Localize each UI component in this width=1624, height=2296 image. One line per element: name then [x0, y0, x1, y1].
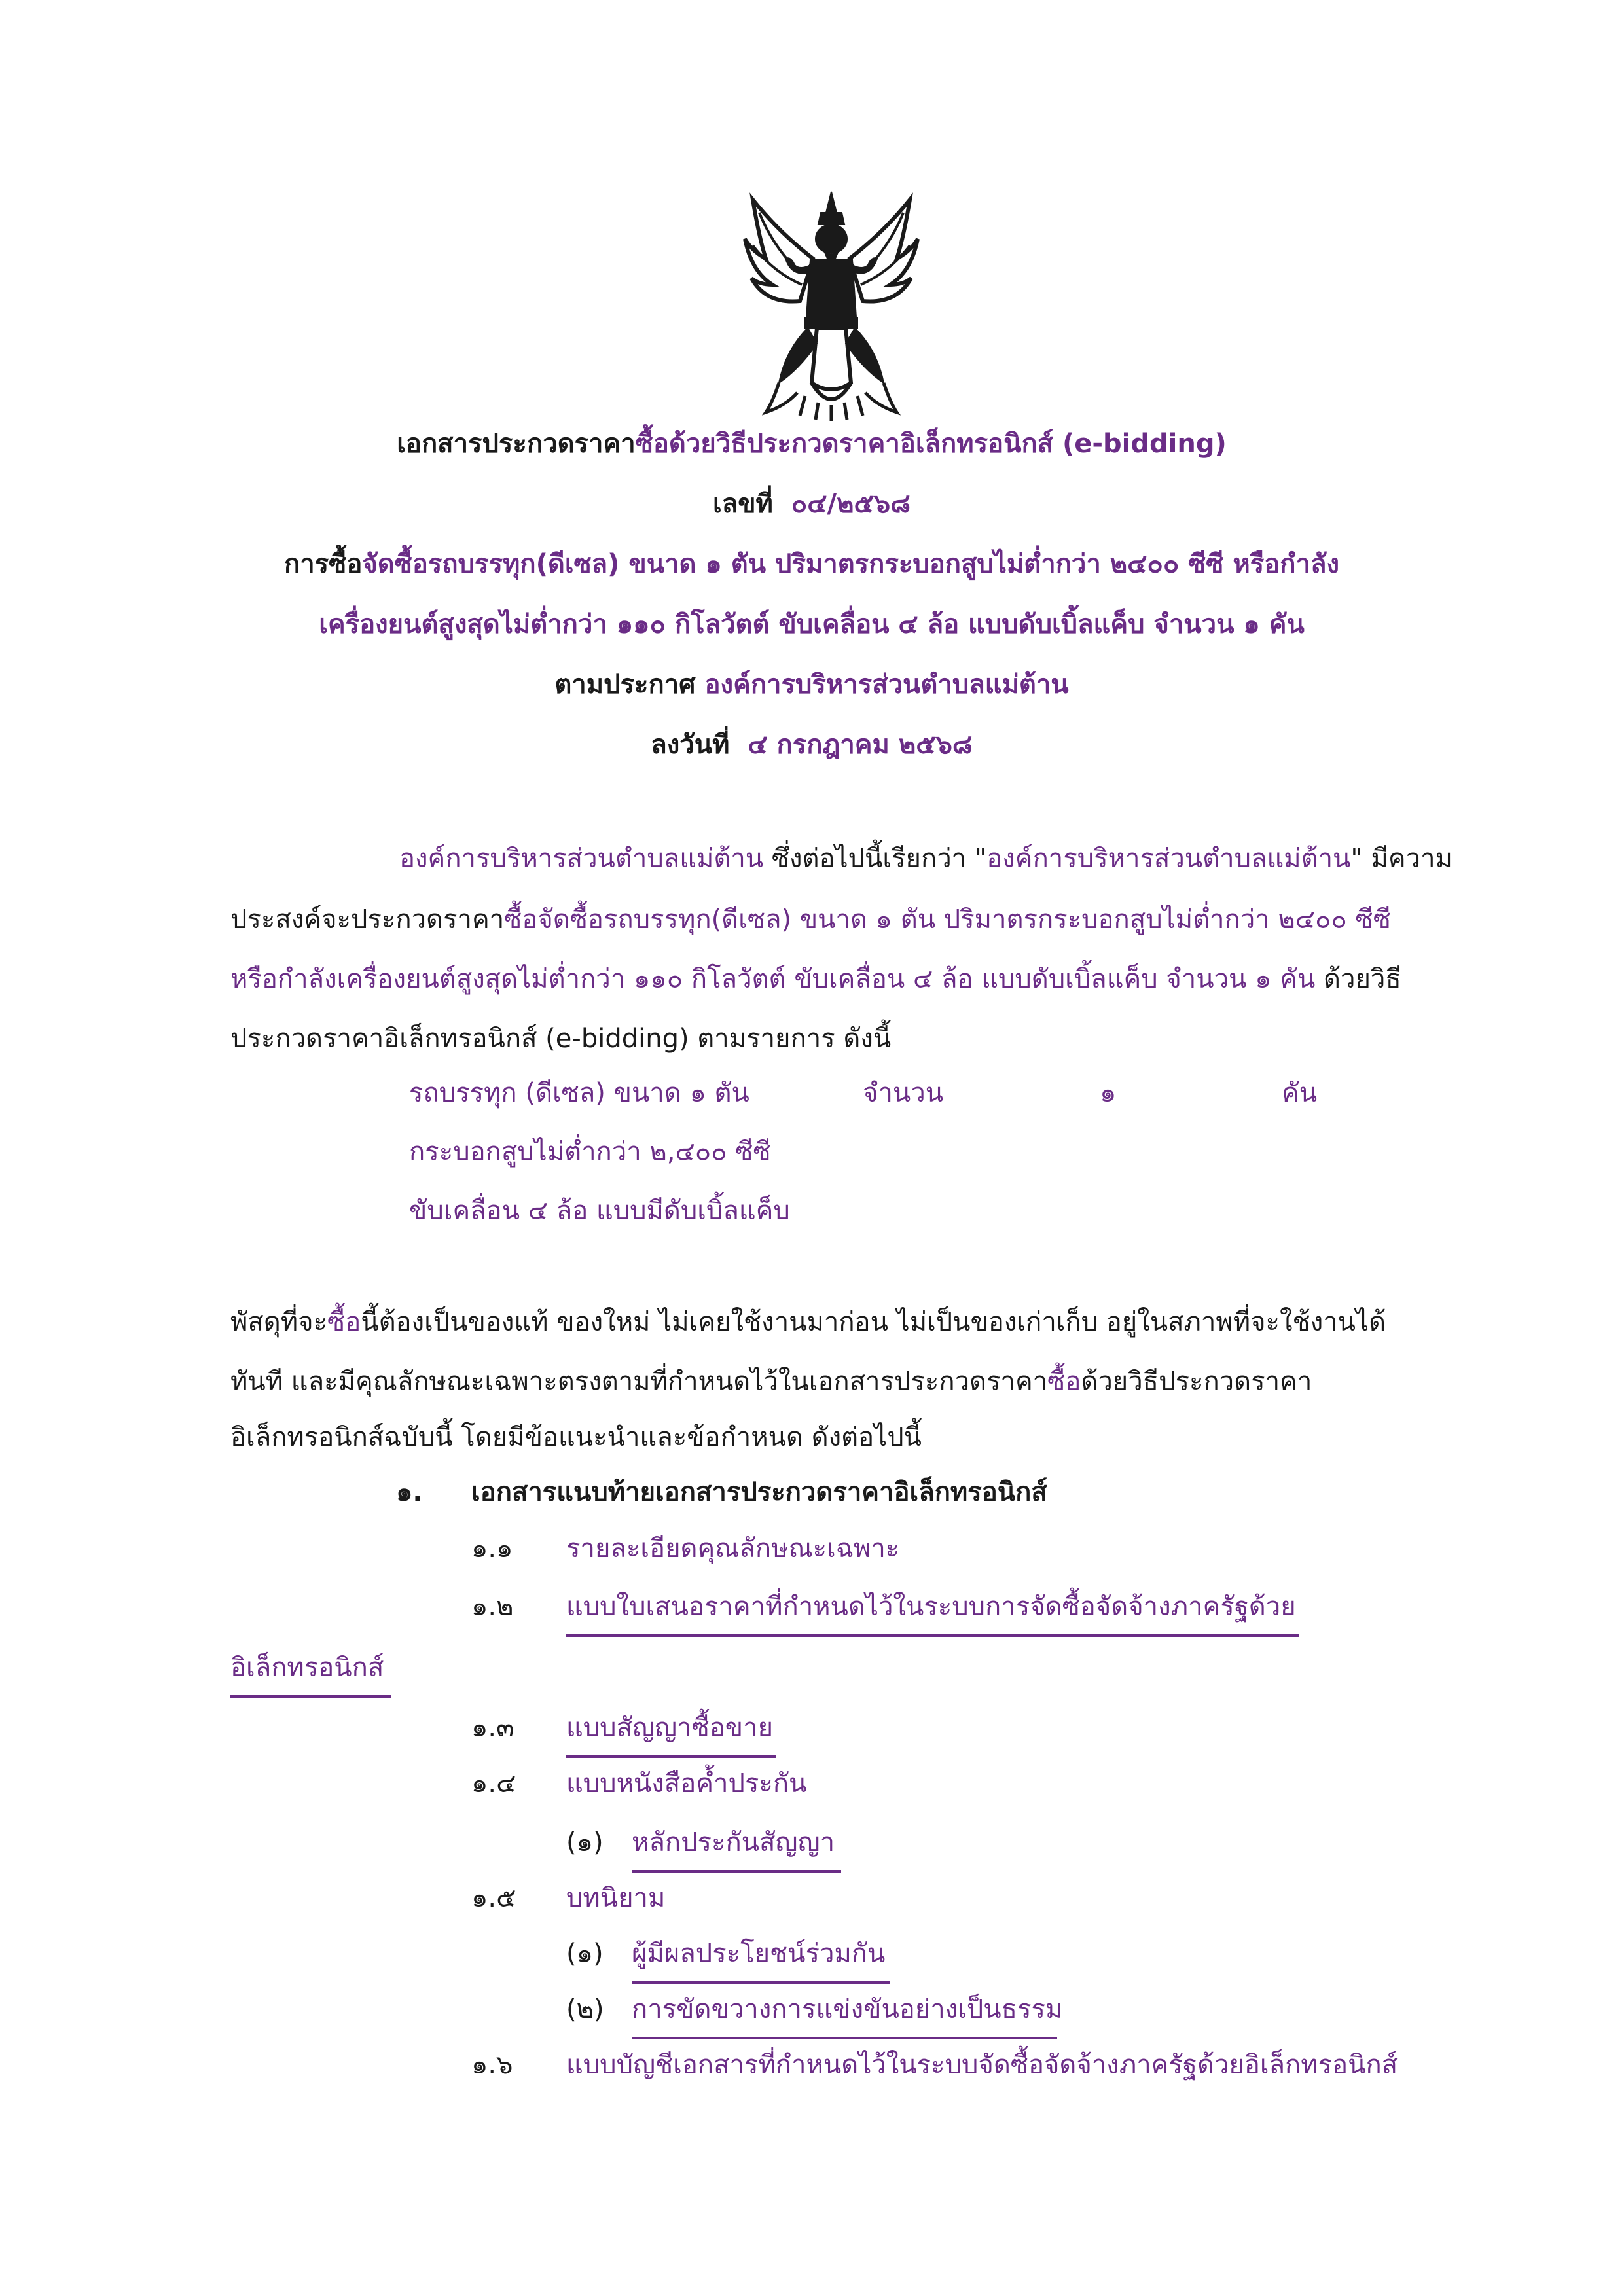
intro-line-1: [399, 839, 1453, 878]
subject-text: จัดซื้อรถบรรทุก(ดีเซล) ขนาด ๑ ตัน ปริมาตรกระบอกสูบไม่ต่ำกว่า ๒๔๐๐ ซีซี หรือกำลัง: [362, 549, 1339, 579]
intro-line-3: [230, 960, 1401, 999]
supply-text: นี้ต้องเป็นของแท้ ของใหม่ ไม่เคยใช้งานมาก่อน ไม่เป็นของเก่าเก็บ อยู่ในสภาพที่จะใช้งานได้: [361, 1307, 1386, 1337]
org-name: องค์การบริหารส่วนตำบลแม่ต้าน: [986, 844, 1351, 874]
garuda-emblem-icon: [740, 187, 923, 422]
supply-text: ด้วยวิธีประกวดราคา: [1081, 1367, 1312, 1397]
item-1-1-number: ๑.๑: [471, 1534, 513, 1564]
link-underline: [566, 1755, 776, 1758]
item-1-5-2-text[interactable]: การขัดขวางการแข่งขันอย่างเป็นธรรม: [632, 1994, 1063, 2024]
intro-line-2: [230, 900, 1391, 939]
item-1-4-1-number: (๑): [566, 1827, 604, 1857]
item-1-1-text: รายละเอียดคุณลักษณะเฉพาะ: [566, 1534, 900, 1564]
item-1-3-number: ๑.๓: [471, 1713, 514, 1743]
item-1-5-1-number: (๑): [566, 1939, 604, 1969]
item-1-5-text: บทนิยาม: [566, 1883, 666, 1913]
supply-line-2: [230, 1362, 1312, 1401]
date-value: ๔ กรกฎาคม ๒๕๖๘: [748, 730, 973, 760]
item-unit: คัน: [1282, 1078, 1318, 1108]
item-1-2-text[interactable]: แบบใบเสนอราคาที่กำหนดไว้ในระบบการจัดซื้อจัดจ้างภาครัฐด้วย: [566, 1592, 1296, 1622]
subject-line-1: [164, 545, 1460, 584]
intro-line-4: ประกวดราคาอิเล็กทรอนิกส์ (e-bidding) ตามรายการ ดังนี้: [230, 1024, 892, 1054]
item-1-4-text: แบบหนังสือค้ำประกัน: [566, 1768, 807, 1799]
item-1-3-text[interactable]: แบบสัญญาซื้อขาย: [566, 1713, 774, 1743]
link-underline: [632, 2037, 1057, 2039]
intro-text: ประสงค์จะประกวดราคา: [230, 905, 505, 935]
number-value: ๐๔/๒๕๖๘: [791, 489, 911, 519]
supply-text: พัสดุที่จะ: [230, 1307, 328, 1337]
intro-text: " มีความ: [1350, 844, 1453, 874]
item-1-4-1-text[interactable]: หลักประกันสัญญา: [632, 1827, 835, 1857]
date-label: ลงวันที่: [651, 730, 730, 760]
supply-method: ซื้อ: [1047, 1367, 1081, 1397]
section-1-title: เอกสารแนบท้ายเอกสารประกวดราคาอิเล็กทรอนิกส์: [471, 1477, 1047, 1507]
link-underline: [230, 1695, 391, 1698]
supply-text: ทันที และมีคุณลักษณะเฉพาะตรงตามที่กำหนดไว้ในเอกสารประกวดราคา: [230, 1367, 1048, 1397]
document-title: [164, 424, 1460, 463]
announcement-line: [164, 665, 1460, 704]
document-number: [164, 484, 1460, 524]
item-spec-2: ขับเคลื่อน ๔ ล้อ แบบมีดับเบิ้ลแค็บ: [409, 1196, 790, 1226]
item-qty-label: จำนวน: [863, 1078, 944, 1108]
item-1-4-number: ๑.๔: [471, 1768, 516, 1799]
subject-prefix: การซื้อ: [284, 549, 363, 579]
supply-line-3: อิเล็กทรอนิกส์ฉบับนี้ โดยมีข้อแนะนำและข้อกำหนด ดังต่อไปนี้: [230, 1422, 922, 1452]
item-1-6-text: แบบบัญชีเอกสารที่กำหนดไว้ในระบบจัดซื้อจัดจ้างภาครัฐด้วยอิเล็กทรอนิกส์: [566, 2050, 1398, 2080]
subject-line-2: เครื่องยนต์สูงสุดไม่ต่ำกว่า ๑๑๐ กิโลวัตต์ ขับเคลื่อน ๔ ล้อ แบบดับเบิ้ลแค็บ จำนวน ๑ คัน: [319, 609, 1305, 639]
title-method: ซื้อด้วยวิธีประกวดราคาอิเล็กทรอนิกส์ (e-bidding): [635, 429, 1227, 459]
link-underline: [632, 1870, 841, 1873]
intro-text: ด้วยวิธี: [1315, 964, 1401, 994]
number-label: เลขที่: [713, 489, 773, 519]
link-underline: [566, 1634, 1299, 1637]
link-underline: [632, 1981, 890, 1984]
announce-org: องค์การบริหารส่วนตำบลแม่ต้าน: [704, 670, 1069, 700]
supply-line-1: [230, 1302, 1386, 1342]
item-qty: ๑: [1100, 1078, 1117, 1108]
item-1-5-2-number: (๒): [566, 1994, 604, 2024]
title-text: เอกสารประกวดราคา: [397, 429, 636, 459]
date-line: [164, 725, 1460, 764]
item-1-6-number: ๑.๖: [471, 2050, 513, 2080]
item-1-5-number: ๑.๕: [471, 1883, 516, 1913]
item-spec-1: กระบอกสูบไม่ต่ำกว่า ๒,๔๐๐ ซีซี: [409, 1137, 771, 1167]
section-1-number: ๑.: [396, 1477, 423, 1507]
intro-text: ซึ่งต่อไปนี้เรียกว่า ": [763, 844, 987, 874]
intro-subject: หรือกำลังเครื่องยนต์สูงสุดไม่ต่ำกว่า ๑๑๐ กิโลวัตต์ ขับเคลื่อน ๔ ล้อ แบบดับเบิ้ลแค็บ จำนวน ๑ คัน: [230, 964, 1316, 994]
item-1-2-continued[interactable]: อิเล็กทรอนิกส์: [230, 1653, 384, 1683]
intro-subject: ซื้อจัดซื้อรถบรรทุก(ดีเซล) ขนาด ๑ ตัน ปริมาตรกระบอกสูบไม่ต่ำกว่า ๒๔๐๐ ซีซี: [504, 905, 1391, 935]
supply-method: ซื้อ: [327, 1307, 361, 1337]
announce-label: ตามประกาศ: [554, 670, 696, 700]
item-1-5-1-text[interactable]: ผู้มีผลประโยชน์ร่วมกัน: [632, 1939, 886, 1969]
org-name: องค์การบริหารส่วนตำบลแม่ต้าน: [399, 844, 764, 874]
item-name: รถบรรทุก (ดีเซล) ขนาด ๑ ตัน: [409, 1078, 749, 1108]
item-1-2-number: ๑.๒: [471, 1592, 514, 1622]
